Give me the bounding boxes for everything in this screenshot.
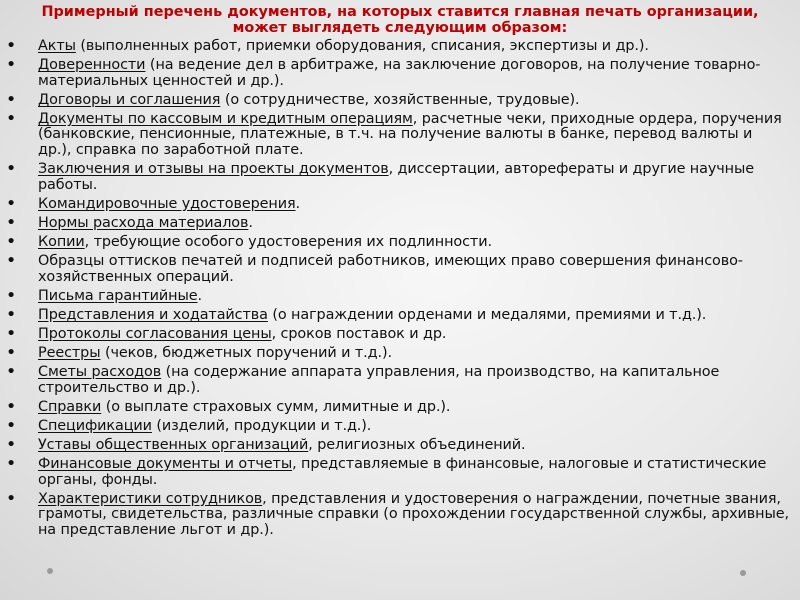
list-item: [0, 419, 790, 435]
list-item: [0, 457, 790, 488]
list-item-description: (на ведение дел в арбитраже, на заключение договоров, на получение товарно-материальных ценностей и др.).: [38, 57, 761, 89]
list-item-term: Доверенности: [38, 57, 146, 74]
bullet-icon: •: [6, 364, 16, 381]
bullet-icon: •: [6, 253, 16, 270]
bullet-icon: •: [6, 398, 16, 415]
list-item: [0, 308, 790, 324]
list-item: [0, 197, 790, 213]
list-item-description: (о сотрудничестве, хозяйственные, трудовые).: [220, 91, 580, 108]
list-item-term: Договоры и соглашения: [38, 91, 221, 108]
bullet-icon: •: [6, 306, 16, 323]
list-item-description: (о награждении орденами и медалями, премиями и т.д.).: [267, 306, 707, 323]
list-item: [0, 93, 790, 109]
list-item: [0, 492, 790, 539]
bullet-icon: •: [6, 195, 16, 212]
bullet-icon: •: [6, 417, 16, 434]
list-item-term: Представления и ходатайства: [38, 306, 268, 323]
bullet-icon: •: [6, 326, 16, 342]
list-item-description: , расчетные чеки, приходные ордера, поручения (банковские, пенсионные, платежные, в т.ч. на получение валюты в банке, перевод валюты и др.), справка по заработной плате.: [38, 110, 782, 159]
list-item: [0, 327, 790, 343]
list-item: [0, 112, 790, 159]
list-item: [0, 162, 790, 193]
bullet-icon: •: [6, 234, 16, 251]
list-item: [0, 289, 790, 305]
list-item: [0, 235, 790, 251]
list-item-description: , диссертации, авторефераты и другие научные работы.: [38, 161, 754, 193]
list-item-description: (изделий, продукции и т.д.).: [151, 417, 372, 434]
list-item-description: .: [295, 195, 301, 212]
list-item-description: , представления и удостоверения о награждении, почетные звания, грамоты, свидетельства, различные справки (о прохождении государственной службы, архивные, на представление льгот и др.).: [38, 490, 789, 539]
bullet-icon: •: [6, 214, 16, 231]
list-item-term: Реестры: [38, 345, 101, 362]
bullet-icon: •: [6, 456, 16, 473]
list-item-description: (выполненных работ, приемки оборудования, списания, экспертизы и др.).: [75, 38, 649, 54]
bullet-icon: •: [6, 287, 16, 304]
list-item: [0, 39, 790, 55]
list-item-description: (чеков, бюджетных поручений и т.д.).: [100, 345, 392, 362]
list-item-term: Заключения и отзывы на проекты документов: [38, 161, 389, 178]
list-item: [0, 365, 790, 396]
bullet-icon: •: [6, 345, 16, 362]
list-item: [0, 438, 790, 454]
list-item-term: Акты: [38, 38, 76, 54]
list-item-term: Финансовые документы и отчеты: [38, 456, 293, 473]
list-item: [0, 58, 790, 89]
list-item-term: Письма гарантийные: [38, 287, 198, 304]
bullet-icon: •: [6, 57, 16, 74]
slide-decoration-dot-left: [47, 568, 53, 574]
list-item-term: Характеристики сотрудников: [38, 490, 263, 507]
bullet-icon: •: [6, 437, 16, 454]
bullet-icon: •: [6, 110, 16, 127]
bullet-icon: •: [6, 38, 16, 54]
list-item-term: Спецификации: [38, 417, 152, 434]
list-item-description: (о выплате страховых сумм, лимитные и др.).: [101, 398, 451, 415]
slide-title: [0, 4, 800, 36]
list-item-term: Документы по кассовым и кредитным операциям: [38, 110, 413, 127]
list-item-description: , сроков поставок и др.: [271, 326, 447, 342]
bullet-icon: •: [6, 490, 16, 507]
list-item-description: , религиозных объединений.: [308, 437, 526, 454]
slide-decoration-dot-right: [740, 570, 746, 576]
slide-title-line-1: Примерный перечень документов, на которых ставится главная печать организации,: [41, 4, 759, 20]
list-item-term: Командировочные удостоверения: [38, 195, 296, 212]
slide-title-line-2: может выглядеть следующим образом:: [232, 20, 568, 36]
list-item-description: .: [197, 287, 202, 304]
list-item-term: Копии: [38, 234, 85, 251]
bullet-icon: •: [6, 161, 16, 178]
list-item-term: Протоколы согласования цены: [38, 326, 272, 342]
list-item-description: , требующие особого удостоверения их подлинности.: [84, 234, 492, 251]
list-item-description: , представляемые в финансовые, налоговые и статистические органы, фонды.: [38, 456, 767, 488]
list-item-term: Уставы общественных организаций: [38, 437, 309, 454]
list-item-term: Сметы расходов: [38, 364, 162, 381]
list-item: [0, 216, 790, 232]
list-item: [0, 254, 790, 285]
list-item-description: (на содержание аппарата управления, на производство, на капитальное строительство и др.).: [38, 364, 720, 396]
list-item-term: Нормы расхода материалов: [38, 214, 249, 231]
document-list: [0, 39, 790, 542]
list-item-term: Справки: [38, 398, 102, 415]
list-item-description: Образцы оттисков печатей и подписей работников, имеющих право совершения финансово-хозяйственных операций.: [38, 253, 743, 285]
list-item-description: .: [248, 214, 253, 231]
bullet-icon: •: [6, 91, 16, 108]
list-item: [0, 346, 790, 362]
list-item: [0, 400, 790, 416]
